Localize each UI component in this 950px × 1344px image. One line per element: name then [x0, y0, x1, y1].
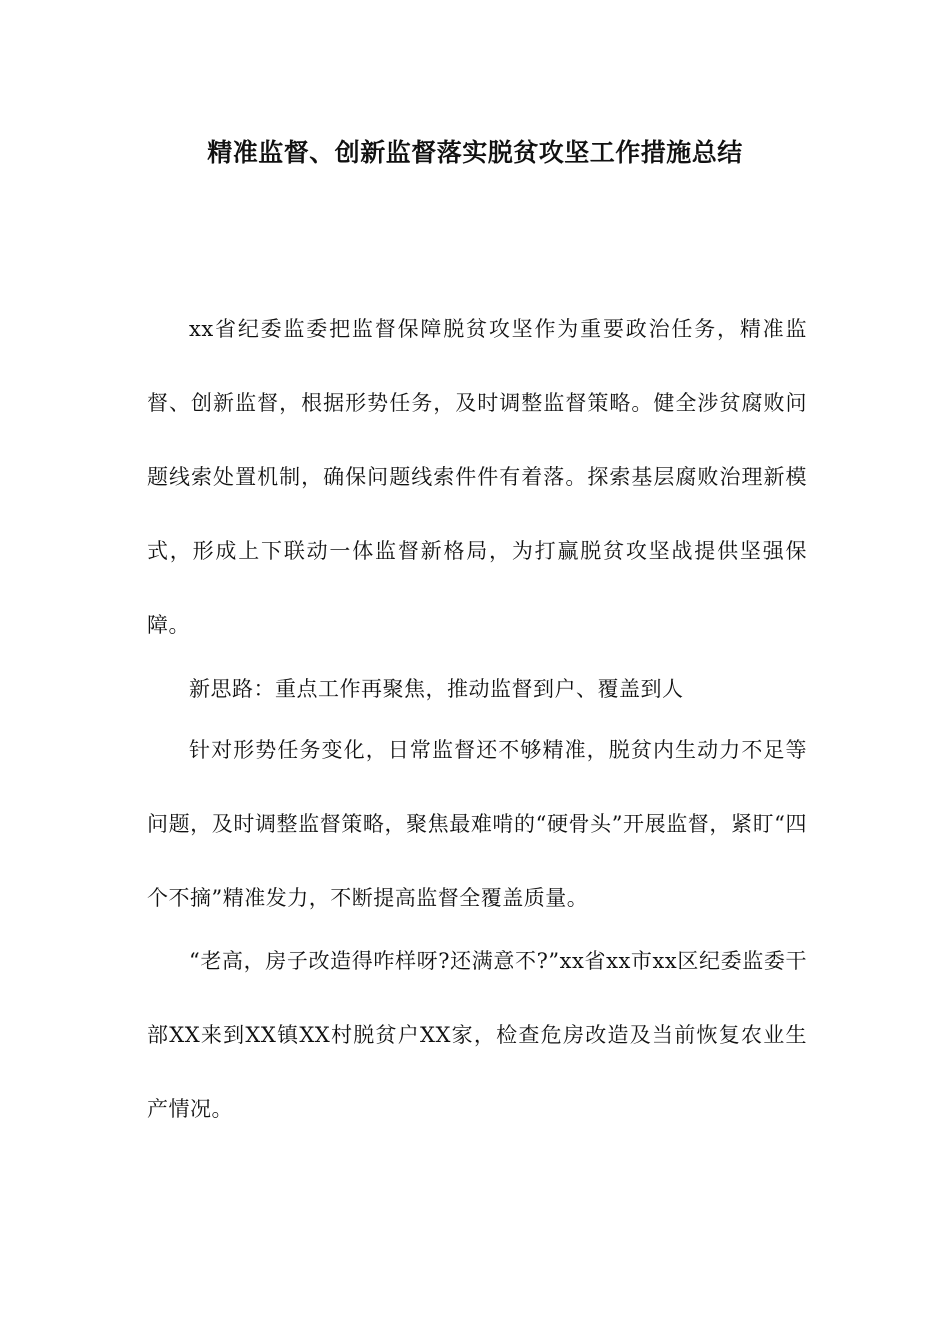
document-title: 精准监督、创新监督落实脱贫攻坚工作措施总结 [207, 138, 743, 167]
paragraph-intro: xx省纪委监委把监督保障脱贫攻坚作为重要政治任务，精准监督、创新监督，根据形势任务，及时调整监督策略。健全涉贫腐败问题线索处置机制，确保问题线索件件有着落。探索基层腐败治理新模式，形成上下联动一体监督新格局，为打赢脱贫攻坚战提供坚强保障。 [147, 317, 807, 637]
paragraph-example: “老高，房子改造得咋样呀?还满意不?”xx省xx市xx区纪委监委干部XX来到XX镇XX村脱贫户XX家，检查危房改造及当前恢复农业生产情况。 [147, 949, 807, 1121]
paragraph-section-heading: 新思路：重点工作再聚焦，推动监督到户、覆盖到人 [189, 677, 684, 701]
paragraph-problems: 针对形势任务变化，日常监督还不够精准，脱贫内生动力不足等问题，及时调整监督策略，聚焦最难啃的“硬骨头”开展监督，紧盯“四个不摘”精准发力，不断提高监督全覆盖质量。 [147, 738, 807, 910]
